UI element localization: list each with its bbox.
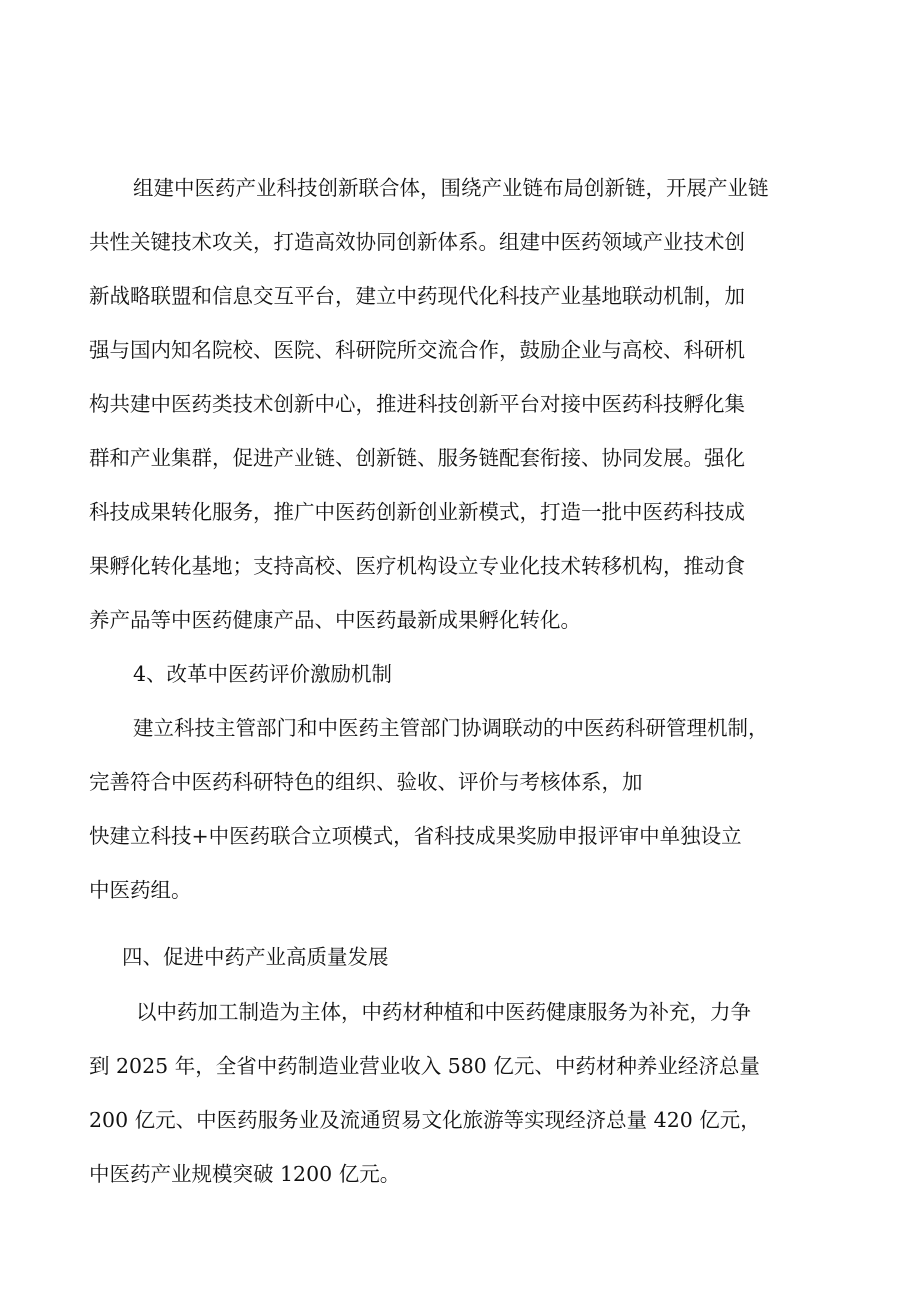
text-line: 新战略联盟和信息交互平台，建立中药现代化科技产业基地联动机制，加 bbox=[89, 284, 745, 308]
text-line: 完善符合中医药科研特色的组织、验收、评价与考核体系，加 bbox=[89, 770, 643, 794]
subsection-heading: 4、改革中医药评价激励机制 bbox=[133, 662, 393, 686]
text-line: 强与国内知名院校、医院、科研院所交流合作，鼓励企业与高校、科研机 bbox=[89, 338, 745, 362]
text-line: 科技成果转化服务，推广中医药创新创业新模式，打造一批中医药科技成 bbox=[89, 500, 745, 524]
text-line: 以中药加工制造为主体，中药材种植和中医药健康服务为补充，力争 bbox=[136, 1000, 751, 1024]
text-line: 到 2025 年，全省中药制造业营业收入 580 亿元、中药材种养业经济总量 bbox=[89, 1054, 760, 1078]
section-heading: 四、促进中药产业高质量发展 bbox=[122, 945, 389, 969]
text-line: 建立科技主管部门和中医药主管部门协调联动的中医药科研管理机制， bbox=[133, 716, 769, 740]
text-line: 快建立科技+中医药联合立项模式，省科技成果奖励申报评审中单独设立 bbox=[89, 824, 742, 848]
text-line: 养产品等中医药健康产品、中医药最新成果孵化转化。 bbox=[89, 608, 581, 632]
text-line: 构共建中医药类技术创新中心，推进科技创新平台对接中医药科技孵化集 bbox=[89, 392, 745, 416]
text-line: 中医药组。 bbox=[89, 878, 192, 902]
text-line: 200 亿元、中医药服务业及流通贸易文化旅游等实现经济总量 420 亿元， bbox=[89, 1108, 761, 1132]
text-line: 中医药产业规模突破 1200 亿元。 bbox=[89, 1162, 401, 1186]
text-line: 群和产业集群，促进产业链、创新链、服务链配套衔接、协同发展。强化 bbox=[89, 446, 745, 470]
text-line: 共性关键技术攻关，打造高效协同创新体系。组建中医药领域产业技术创 bbox=[89, 230, 745, 254]
text-line: 果孵化转化基地；支持高校、医疗机构设立专业化技术转移机构，推动食 bbox=[89, 554, 745, 578]
text-line: 组建中医药产业科技创新联合体，围绕产业链布局创新链，开展产业链 bbox=[133, 176, 769, 200]
